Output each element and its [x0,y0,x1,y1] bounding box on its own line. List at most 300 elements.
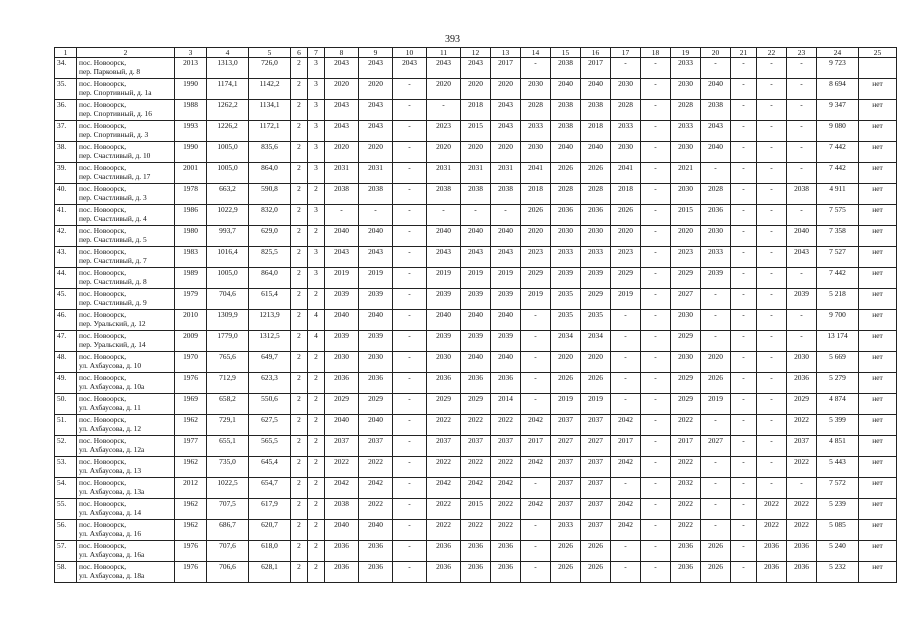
value-cell: - [641,436,671,457]
value-cell: 2022 [671,520,701,541]
value-cell: - [641,331,671,352]
value-cell: - [731,499,757,520]
value-cell: - [701,310,731,331]
value-cell: нет [859,415,897,436]
value-cell: 2023 [427,121,461,142]
value-cell: - [611,541,641,562]
value-cell: 2 [308,352,325,373]
value-cell: - [393,562,427,583]
value-cell: - [393,415,427,436]
value-cell: 2037 [551,457,581,478]
value-cell: 2029 [671,373,701,394]
value-cell: - [393,79,427,100]
value-cell: 2010 [175,310,207,331]
value-cell: - [757,436,787,457]
value-cell: 3 [308,100,325,121]
value-cell: 2029 [611,268,641,289]
value-cell: - [521,478,551,499]
value-cell: 1978 [175,184,207,205]
value-cell: - [757,121,787,142]
value-cell: - [641,415,671,436]
column-header: 17 [611,48,641,58]
value-cell: 2033 [521,121,551,142]
value-cell: - [521,520,551,541]
value-cell: 623,3 [249,373,291,394]
value-cell: 618,0 [249,541,291,562]
value-cell: 655,1 [207,436,249,457]
value-cell: - [393,268,427,289]
value-cell: 2038 [551,58,581,79]
value-cell: 2020 [461,79,491,100]
table-row [55,79,897,100]
value-cell: 2022 [461,520,491,541]
value-cell: 2043 [359,121,393,142]
value-cell: - [641,499,671,520]
column-header: 19 [671,48,701,58]
value-cell: 1962 [175,499,207,520]
address-cell [77,247,175,268]
value-cell: нет [859,478,897,499]
value-cell: 1309,9 [207,310,249,331]
value-cell: 2 [291,562,308,583]
value-cell: 2042 [521,457,551,478]
value-cell: 2017 [491,58,521,79]
header-row [55,48,897,58]
value-cell: - [427,100,461,121]
value-cell: 2026 [551,163,581,184]
value-cell: 2038 [325,184,359,205]
column-header: 8 [325,48,359,58]
value-cell: - [521,331,551,352]
value-cell: 2015 [461,121,491,142]
value-cell: 2040 [701,142,731,163]
column-header: 1 [55,48,77,58]
address-cell [77,226,175,247]
address-line: ул. Ахбаусова, д. 13а [79,487,145,496]
value-cell: 2 [308,415,325,436]
value-cell: - [641,478,671,499]
value-cell: 2020 [359,79,393,100]
value-cell: 4 [308,310,325,331]
value-cell: 2037 [325,436,359,457]
address-line: пос. Новоорск, [79,58,127,67]
value-cell: 5 239 [817,499,859,520]
value-cell: 2019 [611,289,641,310]
value-cell: 2028 [671,100,701,121]
value-cell: 2037 [359,436,393,457]
value-cell: 2020 [359,142,393,163]
value-cell: 2020 [671,226,701,247]
value-cell: 5 669 [817,352,859,373]
value-cell: 1213,9 [249,310,291,331]
value-cell: 2039 [359,289,393,310]
value-cell: 2 [308,562,325,583]
value-cell: 3 [308,142,325,163]
value-cell: 2042 [611,520,641,541]
address-line: пер. Счастливый, д. 9 [79,298,147,307]
value-cell: 1990 [175,142,207,163]
address-line: пос. Новоорск, [79,289,127,298]
address-line: пос. Новоорск, [79,184,127,193]
value-cell: - [701,478,731,499]
address-cell [77,310,175,331]
row-number: 37. [55,121,77,142]
table-row [55,541,897,562]
value-cell: 2 [308,436,325,457]
address-line: пос. Новоорск, [79,310,127,319]
value-cell: 2030 [325,352,359,373]
value-cell: 835,6 [249,142,291,163]
table-row [55,457,897,478]
value-cell: 2039 [461,289,491,310]
value-cell: нет [859,394,897,415]
value-cell: - [731,268,757,289]
value-cell: 2030 [671,352,701,373]
value-cell: 2029 [581,289,611,310]
address-line: пер. Счастливый, д. 3 [79,193,147,202]
address-cell [77,520,175,541]
value-cell: 2022 [461,415,491,436]
value-cell: 2038 [491,184,521,205]
row-number: 36. [55,100,77,121]
value-cell: 2040 [427,226,461,247]
value-cell: - [757,247,787,268]
value-cell: 2022 [787,520,817,541]
value-cell: 628,1 [249,562,291,583]
value-cell: - [731,457,757,478]
value-cell: 2022 [671,415,701,436]
value-cell: 2022 [427,499,461,520]
value-cell: 2029 [325,394,359,415]
value-cell: 2040 [427,310,461,331]
value-cell: 2040 [325,415,359,436]
value-cell: - [393,142,427,163]
value-cell: - [393,121,427,142]
value-cell: - [393,184,427,205]
value-cell: 2036 [671,541,701,562]
value-cell: 1980 [175,226,207,247]
address-line: пер. Счастливый, д. 8 [79,277,147,286]
value-cell: 2037 [551,478,581,499]
row-number: 40. [55,184,77,205]
column-header: 12 [461,48,491,58]
value-cell: 2038 [427,184,461,205]
value-cell: 2001 [175,163,207,184]
value-cell: 2019 [551,394,581,415]
value-cell: 2027 [581,436,611,457]
value-cell: - [731,520,757,541]
value-cell: нет [859,100,897,121]
value-cell: - [641,79,671,100]
value-cell: - [731,373,757,394]
value-cell: нет [859,520,897,541]
value-cell: 2022 [671,499,701,520]
value-cell: 2 [291,394,308,415]
value-cell: - [641,121,671,142]
value-cell: 2037 [581,520,611,541]
value-cell: 3 [308,79,325,100]
value-cell: 2043 [325,100,359,121]
row-number: 47. [55,331,77,352]
value-cell: 2 [291,205,308,226]
value-cell: 2040 [551,142,581,163]
address-line: пос. Новоорск, [79,394,127,403]
value-cell: 2037 [581,415,611,436]
value-cell: нет [859,541,897,562]
value-cell: 2040 [461,226,491,247]
value-cell: 2 [291,79,308,100]
value-cell: 2022 [359,457,393,478]
table-row [55,268,897,289]
value-cell: 3 [308,163,325,184]
value-cell: 2022 [491,520,521,541]
value-cell: 706,6 [207,562,249,583]
row-number: 42. [55,226,77,247]
value-cell: - [757,163,787,184]
value-cell: 2036 [325,562,359,583]
value-cell: - [757,394,787,415]
table-row [55,163,897,184]
value-cell: - [731,562,757,583]
value-cell: 1990 [175,79,207,100]
value-cell: - [641,142,671,163]
value-cell: - [787,142,817,163]
value-cell: 2037 [581,499,611,520]
value-cell: - [359,205,393,226]
value-cell: 615,4 [249,289,291,310]
value-cell: 2 [291,289,308,310]
value-cell: - [641,394,671,415]
value-cell: - [701,457,731,478]
value-cell: - [461,205,491,226]
value-cell: 2040 [359,520,393,541]
value-cell: - [731,205,757,226]
value-cell: 2 [291,436,308,457]
value-cell: - [641,226,671,247]
value-cell: нет [859,331,897,352]
address-line: ул. Ахбаусова, д. 11 [79,403,141,412]
value-cell: 2 [308,457,325,478]
value-cell: 2036 [359,373,393,394]
value-cell: 2040 [359,226,393,247]
table-row [55,121,897,142]
value-cell: 1172,1 [249,121,291,142]
value-cell: 2039 [491,289,521,310]
value-cell: 2039 [581,268,611,289]
value-cell: 2041 [611,163,641,184]
value-cell: - [731,352,757,373]
address-line: пос. Новоорск, [79,520,127,529]
address-cell [77,58,175,79]
address-cell [77,562,175,583]
value-cell: 2039 [427,331,461,352]
value-cell: 2031 [427,163,461,184]
value-cell: - [731,331,757,352]
value-cell: - [641,58,671,79]
address-cell [77,121,175,142]
value-cell: - [701,520,731,541]
value-cell: 2028 [581,184,611,205]
table-row [55,184,897,205]
value-cell: 2038 [551,121,581,142]
value-cell: 5 443 [817,457,859,478]
value-cell: - [757,457,787,478]
table-row [55,331,897,352]
value-cell: 5 218 [817,289,859,310]
value-cell: 2035 [551,310,581,331]
value-cell: 825,5 [249,247,291,268]
value-cell: 2040 [491,310,521,331]
value-cell: - [521,310,551,331]
value-cell: - [731,100,757,121]
value-cell: - [611,331,641,352]
row-number: 38. [55,142,77,163]
row-number: 53. [55,457,77,478]
value-cell: - [787,79,817,100]
column-header: 18 [641,48,671,58]
value-cell: - [757,289,787,310]
value-cell: 2030 [671,142,701,163]
value-cell: - [521,394,551,415]
value-cell: 2036 [427,541,461,562]
value-cell: 2029 [671,331,701,352]
value-cell: 2027 [551,436,581,457]
address-line: пос. Новоорск, [79,79,127,88]
value-cell: 2036 [427,373,461,394]
value-cell: 2017 [521,436,551,457]
value-cell: 2038 [325,499,359,520]
value-cell: 2026 [611,205,641,226]
value-cell: 2042 [427,478,461,499]
table-row [55,100,897,121]
address-line: ул. Ахбаусова, д. 16а [79,550,145,559]
value-cell: 1142,2 [249,79,291,100]
value-cell: 2043 [427,247,461,268]
value-cell: 2 [291,268,308,289]
value-cell: - [641,562,671,583]
value-cell: 2030 [671,310,701,331]
value-cell: 2022 [787,457,817,478]
address-cell [77,100,175,121]
address-line: ул. Ахбаусова, д. 12 [79,424,142,433]
value-cell: 9 723 [817,58,859,79]
value-cell: 2036 [461,541,491,562]
address-line: пер. Спортивный, д. 3 [79,130,149,139]
value-cell: 2028 [521,100,551,121]
value-cell: 1005,0 [207,163,249,184]
value-cell: 7 575 [817,205,859,226]
value-cell: 2019 [521,289,551,310]
value-cell: 9 700 [817,310,859,331]
value-cell: нет [859,436,897,457]
column-header: 21 [731,48,757,58]
value-cell: 2022 [427,457,461,478]
value-cell: 1976 [175,562,207,583]
column-header: 2 [77,48,175,58]
value-cell: 2022 [757,520,787,541]
value-cell: 2043 [461,247,491,268]
value-cell: 2037 [581,457,611,478]
value-cell: 712,9 [207,373,249,394]
value-cell: - [641,541,671,562]
value-cell: 2026 [581,373,611,394]
value-cell: 2 [291,142,308,163]
value-cell: 620,7 [249,520,291,541]
table-row [55,499,897,520]
value-cell: 590,8 [249,184,291,205]
value-cell: 2030 [787,352,817,373]
address-line: ул. Ахбаусова, д. 13 [79,466,142,475]
value-cell: - [731,415,757,436]
value-cell: 2022 [491,499,521,520]
value-cell: 2019 [491,268,521,289]
value-cell: 2022 [671,457,701,478]
value-cell: 2036 [325,541,359,562]
value-cell: нет [859,142,897,163]
value-cell: - [731,310,757,331]
value-cell: 2026 [551,373,581,394]
address-cell [77,268,175,289]
value-cell: 2036 [757,562,787,583]
value-cell: 2033 [551,520,581,541]
value-cell: 2030 [701,226,731,247]
value-cell: 1969 [175,394,207,415]
value-cell: 2040 [359,310,393,331]
value-cell: - [641,268,671,289]
value-cell: - [731,436,757,457]
value-cell: 2040 [581,79,611,100]
address-line: пос. Новоорск, [79,205,127,214]
address-cell [77,142,175,163]
value-cell: 2034 [581,331,611,352]
value-cell: 2036 [461,562,491,583]
value-cell: нет [859,352,897,373]
value-cell: - [521,58,551,79]
value-cell: 2031 [461,163,491,184]
column-header: 5 [249,48,291,58]
table-row [55,478,897,499]
value-cell: нет [859,373,897,394]
address-line: пос. Новоорск, [79,121,127,130]
address-cell [77,499,175,520]
value-cell: - [731,121,757,142]
value-cell: - [787,163,817,184]
value-cell: 645,4 [249,457,291,478]
value-cell: - [521,373,551,394]
value-cell: 2039 [325,289,359,310]
value-cell: 2036 [787,373,817,394]
value-cell: 2039 [491,331,521,352]
value-cell: 2042 [359,478,393,499]
value-cell: 2040 [701,79,731,100]
value-cell: 2042 [325,478,359,499]
address-line: ул. Ахбаусова, д. 10а [79,382,145,391]
value-cell: 2022 [461,457,491,478]
value-cell: - [393,205,427,226]
value-cell: 2029 [461,394,491,415]
value-cell: - [641,205,671,226]
address-line: пер. Уральский, д. 14 [79,340,146,349]
value-cell: - [641,310,671,331]
value-cell: 726,0 [249,58,291,79]
column-header: 7 [308,48,325,58]
value-cell: 2022 [787,499,817,520]
value-cell: 2042 [521,499,551,520]
value-cell: - [731,541,757,562]
address-line: пос. Новоорск, [79,142,127,151]
value-cell: - [757,373,787,394]
value-cell: 2022 [427,520,461,541]
